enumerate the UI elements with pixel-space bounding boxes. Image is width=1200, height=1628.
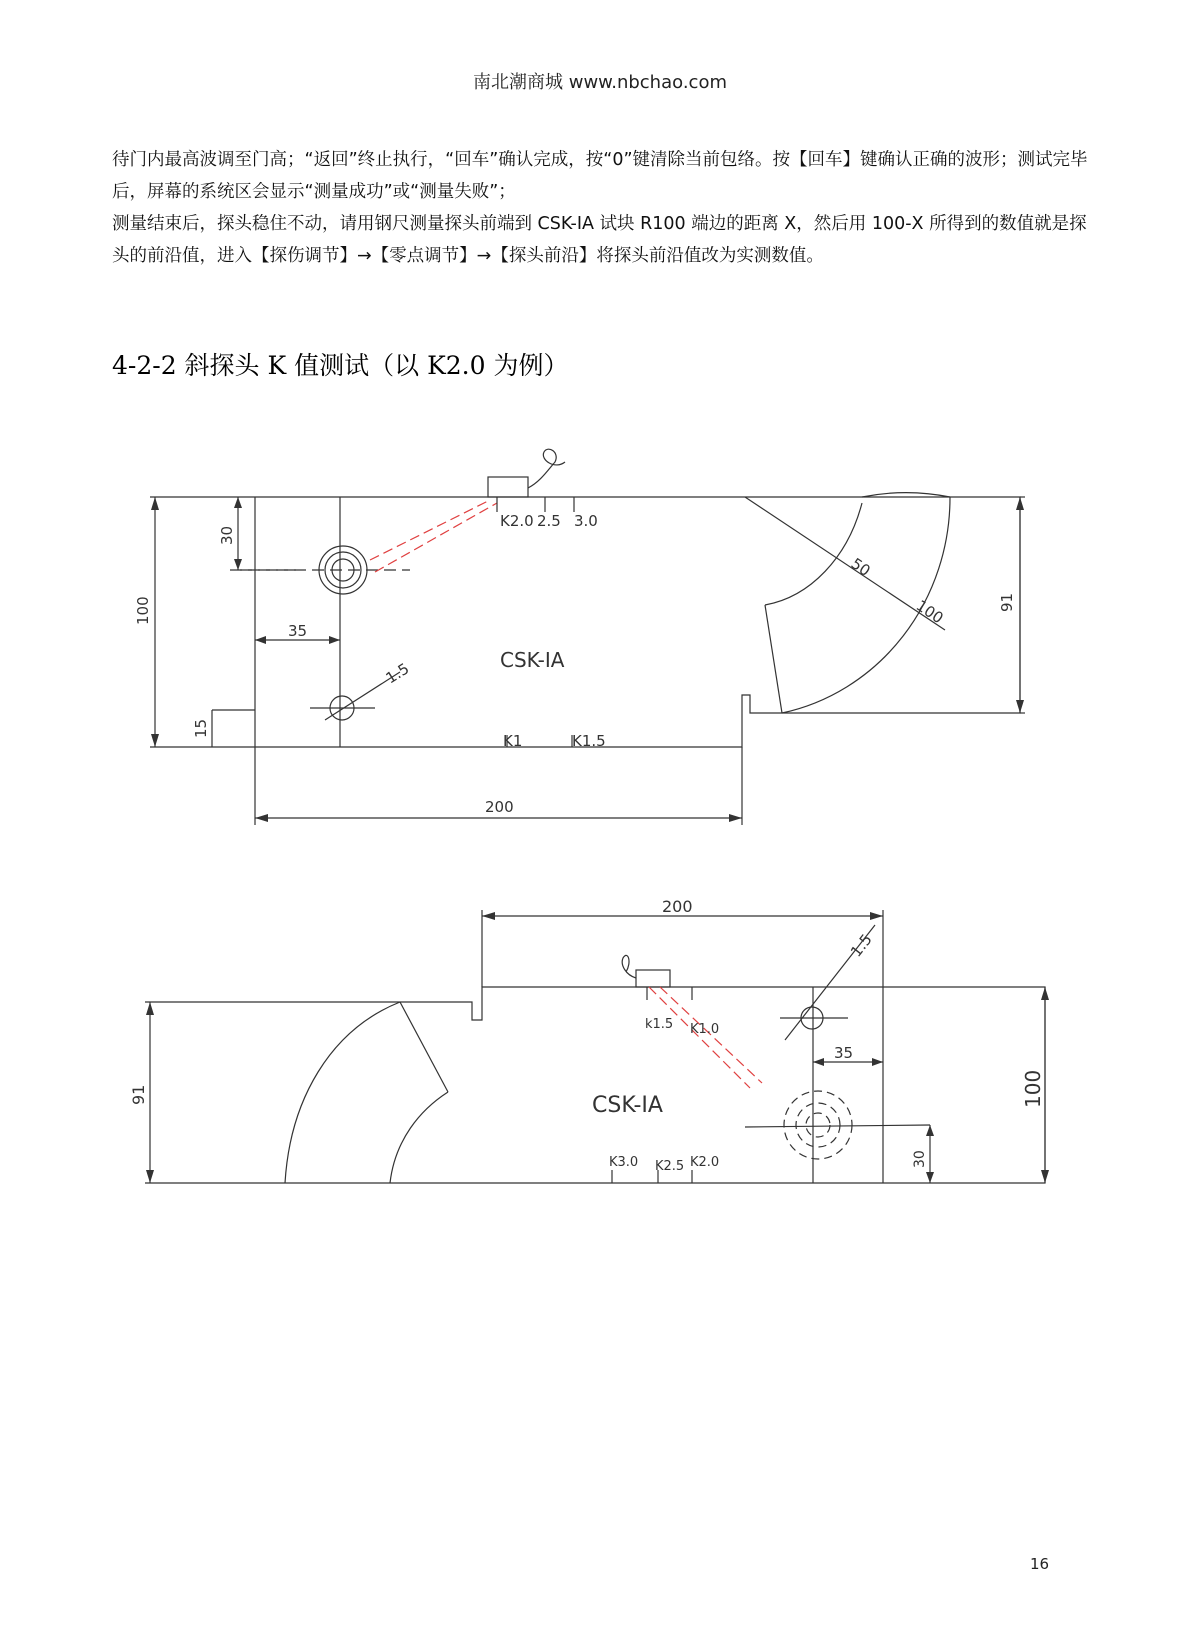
dim-label-height: 100 bbox=[1021, 1069, 1045, 1108]
dim-label-bottom-offset: 30 bbox=[912, 1150, 928, 1168]
ultrasonic-beam bbox=[649, 987, 762, 1088]
block-outline bbox=[145, 987, 1045, 1183]
csk-ia-diagram-top bbox=[0, 430, 1200, 830]
dim-label-length: 200 bbox=[485, 798, 514, 816]
dim-label-hole-dia: 1.5 bbox=[382, 659, 413, 688]
page-header: 南北潮商城 www.nbchao.com bbox=[473, 72, 727, 93]
big-hole bbox=[784, 1091, 852, 1159]
dim-label-height: 100 bbox=[134, 596, 152, 625]
dim-arrows bbox=[146, 912, 1049, 1183]
arc-inner bbox=[390, 1092, 448, 1183]
ultrasonic-beam bbox=[370, 500, 497, 572]
top-mark-k20: K2.0 bbox=[500, 512, 534, 530]
top-mark-25: 2.5 bbox=[537, 512, 561, 530]
arc-inner bbox=[765, 503, 862, 605]
dim-label-length: 200 bbox=[662, 897, 693, 916]
bottom-mark-k25: K2.5 bbox=[655, 1159, 685, 1174]
csk-ia-diagram-bottom bbox=[0, 885, 1200, 1195]
arc-end-edge bbox=[400, 1002, 448, 1092]
block-outline bbox=[212, 497, 1020, 747]
probe bbox=[622, 955, 670, 987]
dim-label-left-height: 91 bbox=[129, 1084, 148, 1105]
arc-end-edge bbox=[765, 605, 782, 713]
page-number: 16 bbox=[1030, 1555, 1050, 1573]
dim-label-hole-dia: 1.5 bbox=[846, 930, 876, 961]
dim-label-hole-x: 35 bbox=[288, 622, 308, 640]
dim-label-bottom-notch: 15 bbox=[192, 718, 210, 738]
section-title: 4-2-2 斜探头 K 值测试（以 K2.0 为例） bbox=[112, 351, 569, 380]
bottom-mark-k1: K1 bbox=[503, 732, 523, 750]
dim-label-r50: 50 bbox=[847, 554, 874, 580]
top-mark-k10: K1.0 bbox=[690, 1022, 720, 1037]
block-label: CSK-IA bbox=[500, 648, 565, 672]
dim-label-hole-x: 35 bbox=[834, 1044, 854, 1062]
dim-length bbox=[482, 910, 883, 987]
arc-top-edge bbox=[862, 493, 950, 497]
big-hole-centerline bbox=[745, 1125, 930, 1127]
block-label: CSK-IA bbox=[592, 1093, 663, 1118]
bottom-mark-k15: K1.5 bbox=[572, 732, 606, 750]
top-mark-30: 3.0 bbox=[574, 512, 598, 530]
top-mark-k15: k1.5 bbox=[645, 1017, 674, 1032]
arc-outer bbox=[285, 1002, 400, 1183]
paragraph-1: 待门内最高波调至门高；“返回”终止执行，“回车”确认完成，按“0”键清除当前包络。按【回车】键确认正确的波形；测试完毕后，屏幕的系统区会显示“测量成功”或“测量失败”； bbox=[112, 150, 1088, 202]
probe bbox=[488, 449, 565, 497]
dim-right-height bbox=[1020, 497, 1025, 713]
dim-label-top-offset: 30 bbox=[218, 525, 236, 545]
dim-label-r100: 100 bbox=[912, 596, 947, 628]
bottom-mark-k20: K2.0 bbox=[690, 1155, 720, 1170]
dim-arrows bbox=[151, 497, 1024, 822]
bottom-mark-k30: K3.0 bbox=[609, 1155, 639, 1170]
paragraph-2: 测量结束后，探头稳住不动，请用钢尺测量探头前端到 CSK-IA 试块 R100 端边的距离 X，然后用 100-X 所得到的数值就是探头的前沿值，进入【探伤调节】→【零点调节】→【探头前沿】将探头前沿值改为实测数值。 bbox=[112, 214, 1087, 266]
dim-label-right-height: 91 bbox=[998, 592, 1016, 612]
body-text bbox=[112, 144, 1094, 272]
